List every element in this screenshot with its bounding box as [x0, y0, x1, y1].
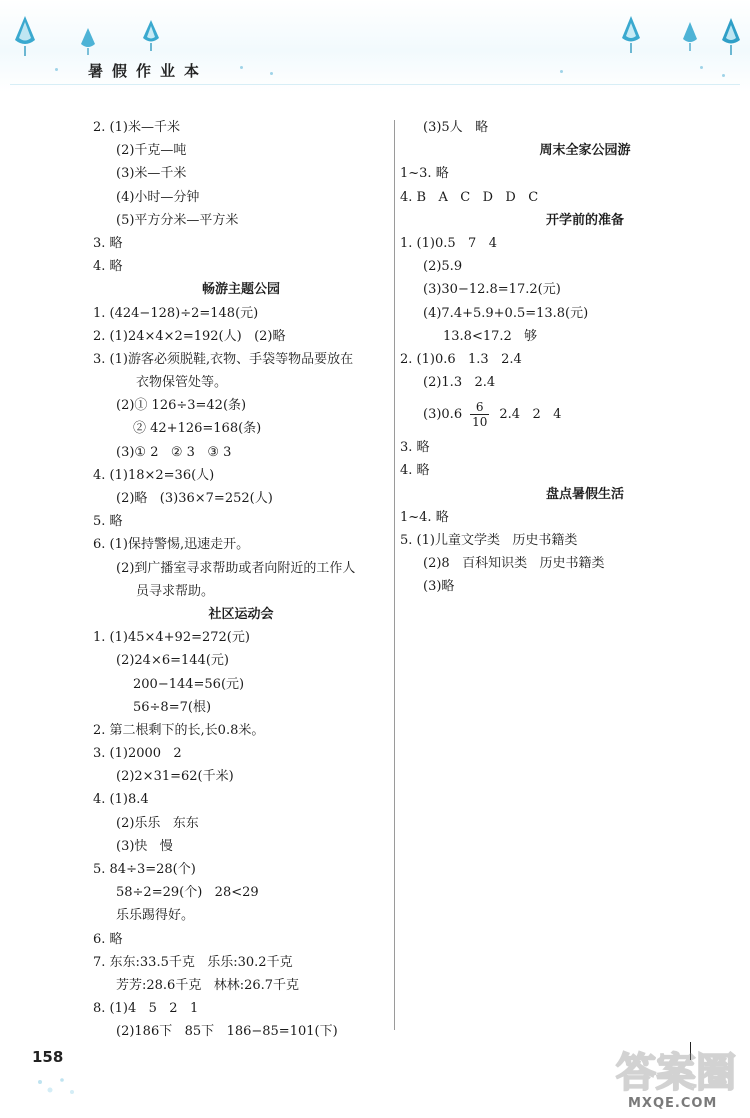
tree-icon [140, 18, 162, 52]
answer-line: (2)略 (3)36×7=252(人) [116, 491, 273, 506]
answer-line: 7. 东东:33.5千克 乐乐:30.2千克 [93, 954, 293, 970]
answer-text: 2.4 2 4 [499, 407, 562, 423]
svg-text:答案圈: 答案圈 [616, 1050, 736, 1096]
answer-line: 3. 略 [93, 235, 123, 251]
section-title: 畅游主题公园 [201, 282, 280, 298]
answer-line: (2)1.3 2.4 [423, 375, 496, 391]
tree-icon [718, 16, 744, 56]
answer-line: (2)2×31=62(千米) [116, 769, 234, 785]
answer-line: (5)平方分米—平方米 [116, 212, 239, 228]
section-title: 周末全家公园游 [539, 143, 631, 159]
answer-line: 13.8<17.2 够 [443, 328, 538, 344]
answer-line: 5. 略 [93, 514, 123, 530]
fraction [470, 400, 489, 429]
answer-line: 1. (1)0.5 7 4 [400, 235, 497, 251]
answer-line: 2. (1)0.6 1.3 2.4 [400, 351, 522, 367]
header-band [0, 0, 750, 92]
answer-line: (2)186下 85下 186−85=101(下) [116, 1024, 338, 1040]
section-title: 社区运动会 [208, 606, 274, 622]
snowflake-decoration [32, 1070, 82, 1100]
fraction-denominator: 10 [472, 415, 488, 430]
answer-line: (3)① 2 ② 3 ③ 3 [116, 444, 232, 460]
answer-line: 2. (1)24×4×2=192(人) (2)略 [93, 328, 286, 344]
snow-dot [240, 66, 243, 69]
tree-icon [618, 14, 644, 54]
answer-line: (2)8 百科知识类 历史书籍类 [423, 556, 605, 572]
answer-line: (3)快 慢 [116, 838, 173, 854]
answer-line: (4)7.4+5.9+0.5=13.8(元) [423, 305, 589, 321]
answer-line: (2)千克—吨 [116, 143, 187, 159]
answer-line: 3. (1)2000 2 [93, 746, 182, 762]
header-divider [10, 84, 740, 85]
tree-icon [78, 26, 98, 56]
answer-line: 4. 略 [93, 259, 123, 275]
answer-line: 4. (1)18×2=36(人) [93, 467, 215, 483]
answer-line: 芳芳:28.6千克 林林:26.7千克 [116, 977, 300, 993]
answer-line: (2)5.9 [423, 259, 463, 275]
answer-line: 4. 略 [400, 463, 430, 479]
answer-line: 乐乐踢得好。 [116, 908, 195, 924]
answer-line: 6. (1)保持警惕,迅速走开。 [93, 537, 250, 553]
snow-dot [700, 66, 703, 69]
watermark-text: MXQE.COM [628, 1096, 718, 1111]
answer-line: 200−144=56(元) [133, 676, 245, 692]
answer-line: 2. (1)米—千米 [93, 120, 180, 135]
fraction-numerator: 6 [470, 400, 489, 415]
answer-column-left [93, 116, 389, 1044]
answer-line: 2. 第二根剩下的长,长0.8米。 [93, 722, 265, 738]
answer-line: 1~3. 略 [400, 166, 449, 182]
answer-line: 56÷8=7(根) [133, 699, 212, 715]
answer-line: 58÷2=29(个) 28<29 [116, 885, 259, 901]
answer-line: (2)乐乐 东东 [116, 815, 199, 831]
answer-line: (2)到广播室寻求帮助或者向附近的工作人 [116, 560, 356, 576]
answer-line: (4)小时—分钟 [116, 189, 200, 205]
answer-line: ② 42+126=168(条) [133, 421, 262, 437]
answer-line: 6. 略 [93, 931, 123, 947]
answer-line: (2)24×6=144(元) [116, 653, 229, 669]
answer-line-fraction [400, 394, 730, 436]
column-divider [394, 120, 395, 1030]
snow-dot [722, 74, 725, 77]
answer-line: 3. (1)游客必须脱鞋,衣物、手袋等物品要放在 [93, 351, 354, 367]
answer-line: 员寻求帮助。 [136, 583, 215, 599]
answer-line: 1~4. 略 [400, 509, 449, 525]
answer-line: (3)米—千米 [116, 166, 187, 182]
answer-line: 3. 略 [400, 440, 430, 456]
answer-line: 5. (1)儿童文学类 历史书籍类 [400, 533, 578, 548]
header-title: 暑假作业本 [88, 62, 209, 80]
answer-line: (2)① 126÷3=42(条) [116, 398, 247, 414]
answer-column-right [400, 116, 730, 599]
snow-dot [270, 72, 273, 75]
section-title: 开学前的准备 [545, 212, 624, 228]
tree-icon [680, 20, 700, 52]
answer-line: (3)略 [423, 579, 455, 595]
answer-line: (3)30−12.8=17.2(元) [423, 282, 561, 298]
section-title: 盘点暑假生活 [545, 486, 624, 502]
answer-line: 4. B A C D D C [400, 189, 539, 205]
answer-text: (3)0.6 [423, 407, 463, 423]
answer-line: 衣物保管处等。 [136, 375, 228, 391]
answer-line: 4. (1)8.4 [93, 792, 149, 808]
answer-line: 8. (1)4 5 2 1 [93, 1001, 199, 1017]
snow-dot [55, 68, 58, 71]
tree-icon [10, 14, 40, 58]
answer-line: 5. 84÷3=28(个) [93, 862, 196, 877]
answer-line: (3)5人 略 [423, 120, 489, 135]
snow-dot [560, 70, 563, 73]
page-number: 158 [32, 1048, 64, 1066]
answer-line: 1. (1)45×4+92=272(元) [93, 630, 250, 646]
answer-line: 1. (424−128)÷2=148(元) [93, 305, 259, 321]
